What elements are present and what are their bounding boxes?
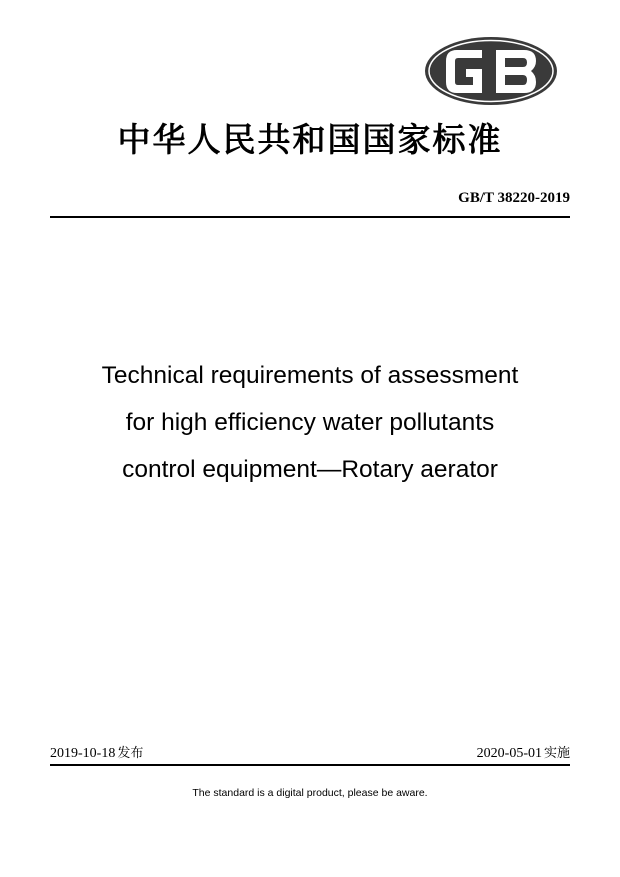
issue-date [50,742,143,762]
title-line-2: for high efficiency water pollutants [125,409,495,436]
standard-number: GB/T 38220-2019 [458,190,570,206]
bottom-divider [50,764,570,766]
national-standard-heading: 中华人民共和国国家标准 [117,120,503,159]
implement-date-value: 2020-05-01 [476,746,542,761]
issue-date-value: 2019-10-18 [50,746,116,761]
document-title [0,352,620,493]
gb-logo-icon [424,36,558,106]
top-divider [50,216,570,218]
title-line-3: control equipment—Rotary aerator [122,456,498,483]
implement-label: 实施 [543,746,570,761]
date-row [50,742,570,764]
issue-label: 发布 [117,746,144,761]
implement-date [477,742,570,762]
title-line-1: Technical requirements of assessment [101,362,519,389]
digital-product-note: The standard is a digital product, please be aware. [192,787,428,799]
